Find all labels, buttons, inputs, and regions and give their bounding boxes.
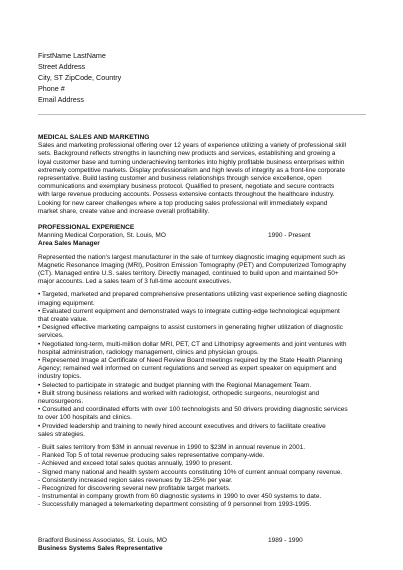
job2-section [38, 537, 366, 553]
experience-section [38, 224, 366, 510]
bullet-line: services. [38, 332, 64, 340]
contact-email: Email Address [38, 95, 84, 104]
achievement-line: - Signed many national and health system accounts constituting 10% of current annual company revenue. [38, 468, 343, 476]
achievement-line: - Built sales territory from $3M in annual revenue in 1990 to $23M in annual revenue in 2001. [38, 444, 306, 452]
job1-header [38, 232, 366, 240]
job1-title: Area Sales Manager [38, 240, 100, 248]
summary-line: Sales and marketing professional offering over 12 years of experience utilizing a variety of professional skill [38, 142, 347, 150]
achievement-line: - Recognized for discovering several new profitable target markets. [38, 485, 231, 493]
summary-line: sets. Background reflects strengths in launching new products and services, establishing and growing a [38, 150, 336, 158]
job2-company: Bradford Business Associates, St. Louis, MO [38, 537, 167, 544]
bullet-line: • Negotiated long-term, multi-million dollar MRI, PET, CT and Lithotripsy agreements and joint ventures with [38, 340, 347, 348]
experience-heading: PROFESSIONAL EXPERIENCE [38, 224, 135, 231]
contact-phone: Phone # [38, 84, 65, 93]
contact-street: Street Address [38, 62, 86, 71]
bullet-line: industry topics. [38, 373, 82, 381]
job1-company: Manning Medical Corporation, St. Louis, MO [38, 232, 166, 240]
bullet-line: to over 100 hospitals and clinics. [38, 414, 132, 422]
bullet-line: that create value. [38, 316, 88, 324]
bullet-line: • Targeted, marketed and prepared comprehensive presentations utilizing vast experience selling diagnostic [38, 291, 348, 299]
bullet-line: • Built strong business relations and worked with radiologist, orthopedic surgeons, neurologist and [38, 389, 320, 397]
intro-line: major accounts. Led a sales team of 3 full-time account executives. [38, 278, 232, 286]
divider [38, 114, 366, 115]
bullet-line: imaging equipment. [38, 299, 95, 307]
summary-line: extremely competitive markets. Display professionalism and high levels of integrity as a front-line corporate [38, 166, 346, 174]
summary-line: representative. Build lasting customer and business relationships through service excellence, open [38, 175, 322, 183]
job1-dates: 1990 - Present [268, 232, 311, 240]
summary-line: Looking for new career challenges where a top producing sales professional will immediately expand [38, 199, 328, 207]
bullet-line: • Consulted and coordinated efforts with over 100 technologists and 50 drivers providing diagnostic services [38, 406, 348, 414]
summary-line: with large revenue producing accounts. Possess extensive contacts throughout the healthcare industry. [38, 191, 335, 199]
bullet-line: • Selected to participate in strategic and budget planning with the Regional Management Team. [38, 381, 312, 389]
job1-intro [38, 254, 366, 287]
summary-section [38, 134, 366, 216]
contact-block [38, 50, 121, 105]
bullet-line: • Designed effective marketing campaigns to assist customers in generating higher utilization of diagnostic [38, 324, 343, 332]
achievement-line: - Ranked Top 5 of total revenue producing sales representative company-wide. [38, 452, 265, 460]
achievement-line: - Achieved and exceed total sales quotas annually, 1990 to present. [38, 460, 233, 468]
achievement-line: - Instrumental in company growth from 60 diagnostic systems in 1990 to over 450 systems to date. [38, 493, 322, 501]
contact-city: City, ST ZipCode, Country [38, 73, 122, 82]
bullet-line: • Provided leadership and training to newly hired account executives and drivers to facilitate creative [38, 422, 326, 430]
bullet-line: sales strategies. [38, 430, 85, 438]
contact-name: FirstName LastName [38, 51, 106, 60]
summary-paragraph [38, 142, 366, 216]
summary-line: market share, create value and increase overall profitability. [38, 207, 210, 215]
job1-achievements [38, 444, 366, 510]
job1-bullets [38, 291, 366, 439]
bullet-line: neurosurgeons. [38, 398, 84, 406]
intro-line: Magnetic Resonance Imaging (MRI), Positron Emission Tomography (PET) and Computerized Tomography [38, 261, 347, 269]
job2-title: Business Systems Sales Representative [38, 545, 163, 553]
achievement-line: - Consistently increased region sales revenues by 18-25% per year. [38, 476, 233, 484]
summary-line: communications and exemplary business protocol. Qualified to present, negotiate and secure contracts [38, 183, 335, 191]
achievement-line: - Successfully managed a telemarketing department consisting of 9 personnel from 1993-1995. [38, 501, 312, 509]
intro-line: (CT). Managed entire U.S. sales territory. Directly managed, continued to build upon and maintained 50+ [38, 270, 339, 277]
job2-dates: 1989 - 1990 [268, 537, 303, 544]
summary-heading: MEDICAL SALES AND MARKETING [38, 134, 150, 141]
bullet-line: • Evaluated current equipment and demonstrated ways to integrate cutting-edge technological equipment [38, 307, 340, 315]
intro-line: Represented the nation's largest manufacturer in the sale of turnkey diagnostic imaging equipment such as [38, 253, 346, 261]
summary-line: loyal customer base and turning underachieving territories into highly profitable business enterprises within [38, 158, 345, 166]
bullet-line: hospital administration, radiology management, clinics and physician groups. [38, 348, 259, 356]
bullet-line: Agency; remained well informed on current regulations and served as expert speaker on equipment and [38, 365, 337, 373]
job2-header [38, 537, 366, 545]
bullet-line: • Represented Image at Certificate of Need Review Board meetings required by the State Health Planning [38, 357, 343, 365]
